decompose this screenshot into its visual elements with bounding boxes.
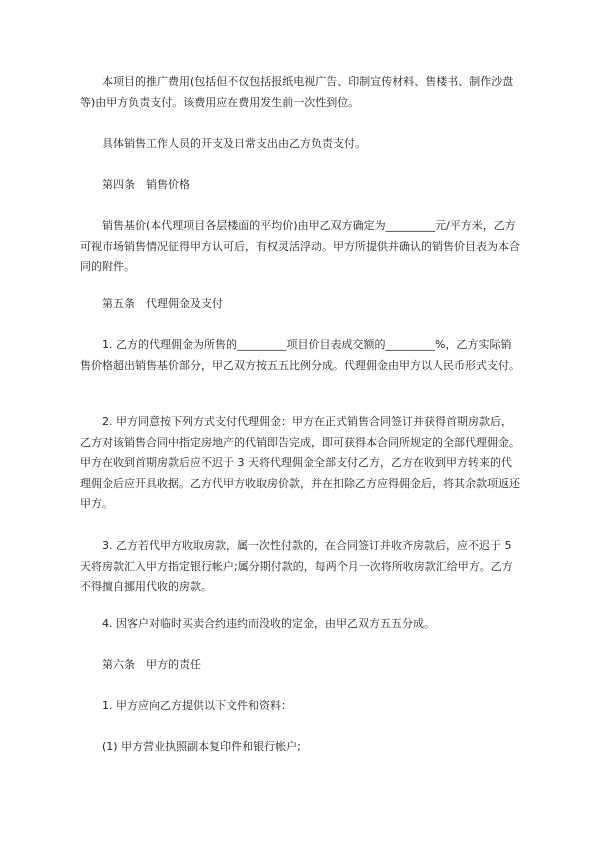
- paragraph-business-license: (1) 甲方营业执照副本复印件和银行帐户;: [102, 740, 301, 753]
- paragraph-commission-rate: 1. 乙方的代理佣金为所售的_________项目价目表成交额的_________%，乙方实际销售价格超出销售基价部分，甲乙双方按五五比例分成。代理佣金由甲方以人民币形式支付。: [80, 338, 520, 372]
- paragraph-promotion-fees: 本项目的推广费用(包括但不仅包括报纸电视广告、印制宣传材料、售楼书、制作沙盘等)由甲方负责支付。该费用应在费用发生前一次性到位。: [80, 75, 514, 109]
- paragraph-commission-payment: 2. 甲方同意按下列方式支付代理佣金：甲方在正式销售合同签订并获得首期房款后，乙方对该销售合同中指定房地产的代销即告完成，即可获得本合同所规定的全部代理佣金。甲方在收到首期房款后应不迟于 3 天将代理佣金全部支付乙方，乙方在收到甲方转来的代理佣金后应开具收据。乙方代甲方收取房价款，并在扣除乙方应得佣金后，将其余款项返还甲方。: [80, 415, 520, 510]
- paragraph-collection-of-payments: 3. 乙方若代甲方收取房款，属一次性付款的，在合同签订并收齐房款后，应不迟于 5 天将房款汇入甲方指定银行帐户;属分期付款的，每两个月一次将所收房款汇给甲方。乙方不得擅自挪用代收的房款。: [80, 539, 513, 593]
- heading-article-4: 第四条 销售价格: [102, 178, 190, 191]
- paragraph-sales-price: 销售基价(本代理项目各层楼面的平均价)由甲乙双方确定为_________元/平方米，乙方可视市场销售情况征得甲方认可后，有权灵活浮动。甲方所提供并确认的销售价目表为本合同的附件。: [80, 219, 520, 273]
- paragraph-forfeited-deposit: 4. 因客户对临时买卖合约违约而没收的定金，由甲乙双方五五分成。: [102, 617, 435, 630]
- heading-article-6: 第六条 甲方的责任: [102, 658, 201, 671]
- paragraph-sales-staff-costs: 具体销售工作人员的开支及日常支出由乙方负责支付。: [102, 137, 366, 150]
- paragraph-documents-to-provide: 1. 甲方应向乙方提供以下文件和资料：: [102, 699, 292, 712]
- heading-article-5: 第五条 代理佣金及支付: [102, 297, 223, 310]
